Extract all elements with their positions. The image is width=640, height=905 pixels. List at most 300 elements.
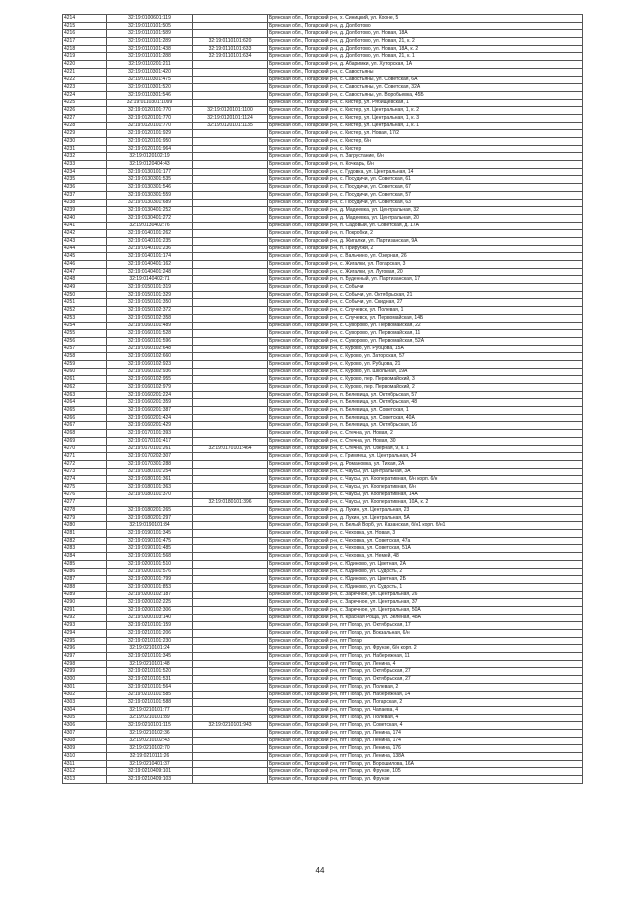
table-row bbox=[63, 729, 583, 737]
registry-table bbox=[62, 14, 583, 784]
cadastral-number-cell: 32:19:0160102:660 bbox=[107, 353, 193, 361]
linked-cadastral-number-cell bbox=[193, 714, 268, 722]
address-cell: Брянская обл., Погарский р-н, п. Покробки, 2 bbox=[268, 230, 583, 238]
row-number-cell: 4250 bbox=[63, 291, 107, 299]
address-cell: Брянская обл., Погарский р-н, д. Долботово, ул. Новая, 21, к. 2 bbox=[268, 38, 583, 46]
cadastral-number-cell: 32:19:0200101:510 bbox=[107, 560, 193, 568]
cadastral-number-cell: 32:19:0210101:585 bbox=[107, 691, 193, 699]
cadastral-number-cell: 32:19:0130101:177 bbox=[107, 168, 193, 176]
table-row bbox=[63, 599, 583, 607]
linked-cadastral-number-cell bbox=[193, 322, 268, 330]
row-number-cell: 4271 bbox=[63, 453, 107, 461]
address-cell: Брянская обл., Погарский р-н, с. Заречное, ул. Центральная, 50А bbox=[268, 606, 583, 614]
row-number-cell: 4313 bbox=[63, 776, 107, 784]
table-row bbox=[63, 122, 583, 130]
table-row bbox=[63, 84, 583, 92]
row-number-cell: 4254 bbox=[63, 322, 107, 330]
linked-cadastral-number-cell bbox=[193, 637, 268, 645]
table-row bbox=[63, 507, 583, 515]
linked-cadastral-number-cell bbox=[193, 768, 268, 776]
table-row bbox=[63, 214, 583, 222]
address-cell: Брянская обл., Погарский р-н, с. Кистер, ул. Центральная, 1, к. 2 bbox=[268, 107, 583, 115]
linked-cadastral-number-cell bbox=[193, 22, 268, 30]
address-cell: Брянская обл., Погарский р-н, с. Стечна, ул. Новая, 2 bbox=[268, 430, 583, 438]
table-row bbox=[63, 330, 583, 338]
table-row bbox=[63, 360, 583, 368]
address-cell: Брянская обл., Погарский р-н, д. Лукин, ул. Центральная, 5А bbox=[268, 514, 583, 522]
linked-cadastral-number-cell bbox=[193, 668, 268, 676]
table-row bbox=[63, 606, 583, 614]
table-row bbox=[63, 560, 583, 568]
table-row bbox=[63, 153, 583, 161]
row-number-cell: 4299 bbox=[63, 668, 107, 676]
linked-cadastral-number-cell bbox=[193, 645, 268, 653]
cadastral-number-cell: 32:19:0210101:206 bbox=[107, 630, 193, 638]
linked-cadastral-number-cell bbox=[193, 261, 268, 269]
row-number-cell: 4270 bbox=[63, 445, 107, 453]
linked-cadastral-number-cell bbox=[193, 184, 268, 192]
cadastral-number-cell: 32:19:0150101:350 bbox=[107, 299, 193, 307]
linked-cadastral-number-cell bbox=[193, 399, 268, 407]
cadastral-number-cell: 32:19:0210111:26 bbox=[107, 753, 193, 761]
address-cell: Брянская обл., Погарский р-н, с. Юдиново, ул. Цветная, 2Б bbox=[268, 576, 583, 584]
address-cell: Брянская обл., Погарский р-н, д. Долботово, ул. Новая, 18А, к. 2 bbox=[268, 45, 583, 53]
address-cell: Брянская обл., Погарский р-н, пгт Погар, ул. Вокзальная, 6/н bbox=[268, 630, 583, 638]
row-number-cell: 4260 bbox=[63, 368, 107, 376]
linked-cadastral-number-cell bbox=[193, 699, 268, 707]
table-row bbox=[63, 753, 583, 761]
row-number-cell: 4303 bbox=[63, 699, 107, 707]
row-number-cell: 4278 bbox=[63, 507, 107, 515]
row-number-cell: 4286 bbox=[63, 568, 107, 576]
cadastral-number-cell: 32:19:0160101:596 bbox=[107, 337, 193, 345]
address-cell: Брянская обл., Погарский р-н, с. Савостьяны bbox=[268, 68, 583, 76]
linked-cadastral-number-cell bbox=[193, 507, 268, 515]
cadastral-number-cell: 32:19:0130301:559 bbox=[107, 191, 193, 199]
address-cell: Брянская обл., Погарский р-н, п. Кочкарь, 6/н bbox=[268, 161, 583, 169]
table-row bbox=[63, 430, 583, 438]
cadastral-number-cell: 32:19:0160201:359 bbox=[107, 399, 193, 407]
linked-cadastral-number-cell bbox=[193, 583, 268, 591]
cadastral-number-cell: 32:19:0160102:979 bbox=[107, 384, 193, 392]
cadastral-number-cell: 32:19:0120101:929 bbox=[107, 130, 193, 138]
table-row bbox=[63, 522, 583, 530]
address-cell: Брянская обл., Погарский р-н, с. Стечна, ул. Новая, 30 bbox=[268, 437, 583, 445]
linked-cadastral-number-cell bbox=[193, 360, 268, 368]
linked-cadastral-number-cell bbox=[193, 606, 268, 614]
linked-cadastral-number-cell bbox=[193, 460, 268, 468]
table-row bbox=[63, 722, 583, 730]
address-cell: Брянская обл., Погарский р-н, с. Чаусы, ул. Кооперативная, 6/н bbox=[268, 483, 583, 491]
address-cell: Брянская обл., Погарский р-н, с. Жигалки, ул. Луговая, 20 bbox=[268, 268, 583, 276]
address-cell: Брянская обл., Погарский р-н, с. Посудичи, ул. Советская, 61 bbox=[268, 176, 583, 184]
table-row bbox=[63, 353, 583, 361]
cadastral-number-cell: 32:19:0210102:43 bbox=[107, 737, 193, 745]
row-number-cell: 4291 bbox=[63, 606, 107, 614]
row-number-cell: 4283 bbox=[63, 545, 107, 553]
table-row bbox=[63, 776, 583, 784]
cadastral-number-cell: 32:19:0190101:485 bbox=[107, 545, 193, 553]
cadastral-number-cell: 32:19:0210101:564 bbox=[107, 683, 193, 691]
address-cell: Брянская обл., Погарский р-н, с. Кистер, 6/н bbox=[268, 138, 583, 146]
cadastral-number-cell: 32:19:0110301:520 bbox=[107, 84, 193, 92]
linked-cadastral-number-cell bbox=[193, 230, 268, 238]
cadastral-number-cell: 32:19:0110301:475 bbox=[107, 76, 193, 84]
address-cell: Брянская обл., Погарский р-н, с. Юдиново, ул. Цветная, 2А bbox=[268, 560, 583, 568]
cadastral-number-cell: 32:19:0130401:272 bbox=[107, 214, 193, 222]
row-number-cell: 4246 bbox=[63, 261, 107, 269]
row-number-cell: 4222 bbox=[63, 76, 107, 84]
table-row bbox=[63, 299, 583, 307]
row-number-cell: 4302 bbox=[63, 691, 107, 699]
address-cell: Брянская обл., Погарский р-н, пгт Погар, ул. Фрунзе, 105 bbox=[268, 768, 583, 776]
table-row bbox=[63, 261, 583, 269]
row-number-cell: 4264 bbox=[63, 399, 107, 407]
table-row bbox=[63, 345, 583, 353]
address-cell: Брянская обл., Погарский р-н, с. Чеховка, ул. Новая, 3 bbox=[268, 530, 583, 538]
cadastral-number-cell: 32:19:0160102:923 bbox=[107, 360, 193, 368]
row-number-cell: 4227 bbox=[63, 114, 107, 122]
linked-cadastral-number-cell bbox=[193, 576, 268, 584]
cadastral-number-cell: 32:19:0180201:297 bbox=[107, 514, 193, 522]
row-number-cell: 4239 bbox=[63, 207, 107, 215]
linked-cadastral-number-cell: 32:19:0180101:396 bbox=[193, 499, 268, 507]
linked-cadastral-number-cell bbox=[193, 245, 268, 253]
linked-cadastral-number-cell bbox=[193, 737, 268, 745]
table-row bbox=[63, 168, 583, 176]
linked-cadastral-number-cell bbox=[193, 545, 268, 553]
row-number-cell: 4236 bbox=[63, 184, 107, 192]
row-number-cell: 4275 bbox=[63, 483, 107, 491]
row-number-cell: 4267 bbox=[63, 422, 107, 430]
address-cell: Брянская обл., Погарский р-н, с. Чаусы, ул. Центральная, 3А bbox=[268, 468, 583, 476]
address-cell: Брянская обл., Погарский р-н, с. Курово, ул. Рубцова, 21 bbox=[268, 360, 583, 368]
linked-cadastral-number-cell bbox=[193, 91, 268, 99]
table-row bbox=[63, 645, 583, 653]
cadastral-number-cell: 32:19:0150102:358 bbox=[107, 314, 193, 322]
row-number-cell: 4224 bbox=[63, 91, 107, 99]
cadastral-number-cell: 32:19:0210101:24 bbox=[107, 645, 193, 653]
row-number-cell: 4215 bbox=[63, 22, 107, 30]
address-cell: Брянская обл., Погарский р-н, д. Долботово, ул. Новая, 21, к. 1 bbox=[268, 53, 583, 61]
row-number-cell: 4277 bbox=[63, 499, 107, 507]
address-cell: Брянская обл., Погарский р-н, с. Жигалки, ул. Погарская, 3 bbox=[268, 261, 583, 269]
table-row bbox=[63, 76, 583, 84]
linked-cadastral-number-cell bbox=[193, 138, 268, 146]
row-number-cell: 4266 bbox=[63, 414, 107, 422]
row-number-cell: 4240 bbox=[63, 214, 107, 222]
linked-cadastral-number-cell bbox=[193, 553, 268, 561]
table-row bbox=[63, 476, 583, 484]
address-cell: Брянская обл., Погарский р-н, пгт Погар, ул. Набережная, 11 bbox=[268, 653, 583, 661]
row-number-cell: 4289 bbox=[63, 591, 107, 599]
table-row bbox=[63, 245, 583, 253]
table-row bbox=[63, 714, 583, 722]
table-row bbox=[63, 691, 583, 699]
row-number-cell: 4310 bbox=[63, 753, 107, 761]
cadastral-number-cell: 32:19:0120101:770 bbox=[107, 122, 193, 130]
linked-cadastral-number-cell bbox=[193, 168, 268, 176]
row-number-cell: 4259 bbox=[63, 360, 107, 368]
table-row bbox=[63, 253, 583, 261]
table-row bbox=[63, 30, 583, 38]
address-cell: Брянская обл., Погарский р-н, с. Суворово, ул. Первомайская, 22 bbox=[268, 322, 583, 330]
address-cell: Брянская обл., Погарский р-н, п. Садовый, ул. Советская, д. 17А bbox=[268, 222, 583, 230]
linked-cadastral-number-cell bbox=[193, 753, 268, 761]
linked-cadastral-number-cell bbox=[193, 145, 268, 153]
address-cell: Брянская обл., Погарский р-н, с. Чаусы, ул. Кооперативная, 10А, к. 2 bbox=[268, 499, 583, 507]
row-number-cell: 4293 bbox=[63, 622, 107, 630]
table-row bbox=[63, 530, 583, 538]
cadastral-number-cell: 32:19:0210409:101 bbox=[107, 768, 193, 776]
cadastral-number-cell: 32:19:0110101:288 bbox=[107, 53, 193, 61]
table-row bbox=[63, 668, 583, 676]
cadastral-number-cell: 32:19:0180101:370 bbox=[107, 491, 193, 499]
address-cell: Брянская обл., Погарский р-н, с. Посудичи, ул. Советская, 63 bbox=[268, 199, 583, 207]
linked-cadastral-number-cell bbox=[193, 368, 268, 376]
row-number-cell: 4285 bbox=[63, 560, 107, 568]
row-number-cell: 4218 bbox=[63, 45, 107, 53]
row-number-cell: 4214 bbox=[63, 15, 107, 23]
row-number-cell: 4230 bbox=[63, 138, 107, 146]
linked-cadastral-number-cell bbox=[193, 430, 268, 438]
address-cell: Брянская обл., Погарский р-н, с. Чеховка, ул. Советская, 47а bbox=[268, 537, 583, 545]
table-row bbox=[63, 437, 583, 445]
table-row bbox=[63, 407, 583, 415]
linked-cadastral-number-cell bbox=[193, 514, 268, 522]
linked-cadastral-number-cell bbox=[193, 376, 268, 384]
row-number-cell: 4257 bbox=[63, 345, 107, 353]
linked-cadastral-number-cell bbox=[193, 176, 268, 184]
linked-cadastral-number-cell bbox=[193, 483, 268, 491]
linked-cadastral-number-cell bbox=[193, 222, 268, 230]
linked-cadastral-number-cell bbox=[193, 530, 268, 538]
address-cell: Брянская обл., Погарский р-н, п. Буденный, ул. Партизанская, 17 bbox=[268, 276, 583, 284]
address-cell: Брянская обл., Погарский р-н, с. Случевск, ул. Полевая, 1 bbox=[268, 307, 583, 315]
cadastral-number-cell: 32:19:0210101:89 bbox=[107, 714, 193, 722]
cadastral-number-cell: 32:19:0200101:853 bbox=[107, 583, 193, 591]
row-number-cell: 4268 bbox=[63, 430, 107, 438]
linked-cadastral-number-cell bbox=[193, 537, 268, 545]
table-row bbox=[63, 384, 583, 392]
address-cell: Брянская обл., Погарский р-н, с. Савостьяны, ул. Воробьевка, 45Б bbox=[268, 91, 583, 99]
linked-cadastral-number-cell bbox=[193, 683, 268, 691]
address-cell: Брянская обл., Погарский р-н, с. Юдиново, ул. Судость, 2 bbox=[268, 568, 583, 576]
table-row bbox=[63, 107, 583, 115]
address-cell: Брянская обл., Погарский р-н, с. Савостьяны, ул. Советская, 6А bbox=[268, 76, 583, 84]
linked-cadastral-number-cell bbox=[193, 760, 268, 768]
address-cell: Брянская обл., Погарский р-н, с. Юдиново, ул. Судость, 1 bbox=[268, 583, 583, 591]
address-cell: Брянская обл., Погарский р-н, пгт Погар, ул. Ленина, 4 bbox=[268, 660, 583, 668]
row-number-cell: 4233 bbox=[63, 161, 107, 169]
address-cell: Брянская обл., Погарский р-н, д. Долботово, ул. Новая, 18А bbox=[268, 30, 583, 38]
row-number-cell: 4263 bbox=[63, 391, 107, 399]
linked-cadastral-number-cell bbox=[193, 691, 268, 699]
cadastral-number-cell: 32:19:0190101:568 bbox=[107, 553, 193, 561]
cadastral-number-cell: 32:19:0110201:211 bbox=[107, 61, 193, 69]
row-number-cell: 4244 bbox=[63, 245, 107, 253]
linked-cadastral-number-cell bbox=[193, 622, 268, 630]
linked-cadastral-number-cell bbox=[193, 291, 268, 299]
linked-cadastral-number-cell bbox=[193, 330, 268, 338]
linked-cadastral-number-cell: 32:19:0120101:1100 bbox=[193, 107, 268, 115]
address-cell: Брянская обл., Погарский р-н, д. Долботово bbox=[268, 22, 583, 30]
cadastral-number-cell: 32:19:0160201:224 bbox=[107, 391, 193, 399]
row-number-cell: 4276 bbox=[63, 491, 107, 499]
table-row bbox=[63, 230, 583, 238]
table-row bbox=[63, 53, 583, 61]
row-number-cell: 4238 bbox=[63, 199, 107, 207]
cadastral-number-cell: 32:19:0180101:254 bbox=[107, 468, 193, 476]
table-row bbox=[63, 683, 583, 691]
linked-cadastral-number-cell bbox=[193, 729, 268, 737]
table-row bbox=[63, 768, 583, 776]
cadastral-number-cell: 32:19:0160102:955 bbox=[107, 376, 193, 384]
cadastral-number-cell: 32:19:0190101:475 bbox=[107, 537, 193, 545]
row-number-cell: 4249 bbox=[63, 284, 107, 292]
cadastral-number-cell: 32:19:0210101:588 bbox=[107, 699, 193, 707]
row-number-cell: 4308 bbox=[63, 737, 107, 745]
row-number-cell: 4295 bbox=[63, 637, 107, 645]
linked-cadastral-number-cell bbox=[193, 68, 268, 76]
linked-cadastral-number-cell bbox=[193, 660, 268, 668]
linked-cadastral-number-cell: 32:19:0110101:633 bbox=[193, 45, 268, 53]
table-row bbox=[63, 114, 583, 122]
address-cell: Брянская обл., Погарский р-н, с. Суворово, ул. Первомайская, 52А bbox=[268, 337, 583, 345]
address-cell: Брянская обл., Погарский р-н, пгт Погар, ул. Погарская, 2 bbox=[268, 699, 583, 707]
cadastral-number-cell: 32:19:0200102:306 bbox=[107, 606, 193, 614]
row-number-cell: 4280 bbox=[63, 522, 107, 530]
row-number-cell: 4251 bbox=[63, 299, 107, 307]
address-cell: Брянская обл., Погарский р-н, пгт Погар, ул. Полевая, 2 bbox=[268, 683, 583, 691]
row-number-cell: 4248 bbox=[63, 276, 107, 284]
cadastral-number-cell: 32:19:0210102:70 bbox=[107, 745, 193, 753]
linked-cadastral-number-cell: 32:19:0210101:943 bbox=[193, 722, 268, 730]
registry-table-body bbox=[63, 15, 583, 784]
address-cell: Брянская обл., Погарский р-н, п. Белевица, ул. Советская, 40А bbox=[268, 414, 583, 422]
row-number-cell: 4274 bbox=[63, 476, 107, 484]
address-cell: Брянская обл., Погарский р-н, пгт Погар, ул. Набережная, 14 bbox=[268, 691, 583, 699]
table-row bbox=[63, 207, 583, 215]
table-row bbox=[63, 138, 583, 146]
linked-cadastral-number-cell bbox=[193, 676, 268, 684]
cadastral-number-cell: 32:19:0160201:387 bbox=[107, 407, 193, 415]
table-row bbox=[63, 268, 583, 276]
row-number-cell: 4281 bbox=[63, 530, 107, 538]
row-number-cell: 4242 bbox=[63, 230, 107, 238]
row-number-cell: 4262 bbox=[63, 384, 107, 392]
address-cell: Брянская обл., Погарский р-н, с. Кистер, ул. Центральная, 1, к. 3 bbox=[268, 114, 583, 122]
linked-cadastral-number-cell bbox=[193, 130, 268, 138]
linked-cadastral-number-cell bbox=[193, 214, 268, 222]
table-row bbox=[63, 145, 583, 153]
cadastral-number-cell: 32:19:0160101:528 bbox=[107, 330, 193, 338]
linked-cadastral-number-cell bbox=[193, 299, 268, 307]
table-row bbox=[63, 699, 583, 707]
linked-cadastral-number-cell bbox=[193, 453, 268, 461]
row-number-cell: 4228 bbox=[63, 122, 107, 130]
address-cell: Брянская обл., Погарский р-н, с. Посудичи, ул. Советская, 67 bbox=[268, 184, 583, 192]
address-cell: Брянская обл., Погарский р-н, с. Заречное, ул. Центральная, 37 bbox=[268, 599, 583, 607]
linked-cadastral-number-cell bbox=[193, 599, 268, 607]
row-number-cell: 4234 bbox=[63, 168, 107, 176]
cadastral-number-cell: 32:19:0120404:43 bbox=[107, 161, 193, 169]
row-number-cell: 4219 bbox=[63, 53, 107, 61]
address-cell: Брянская обл., Погарский р-н, д. Мадеевка, ул. Центральная, 20 bbox=[268, 214, 583, 222]
table-row bbox=[63, 15, 583, 23]
row-number-cell: 4229 bbox=[63, 130, 107, 138]
cadastral-number-cell: 32:19:0160102:936 bbox=[107, 368, 193, 376]
cadastral-number-cell: 32:19:0210101:77 bbox=[107, 706, 193, 714]
cadastral-number-cell: 32:19:0140101:236 bbox=[107, 245, 193, 253]
table-row bbox=[63, 414, 583, 422]
address-cell: Брянская обл., Погарский р-н, пгт Погар, ул. Фрунзе bbox=[268, 776, 583, 784]
cadastral-number-cell: 32:19:0130301:689 bbox=[107, 199, 193, 207]
cadastral-number-cell: 32:19:0210401:37 bbox=[107, 760, 193, 768]
address-cell: Брянская обл., Погарский р-н, п. Белевица, ул. Советская, 1 bbox=[268, 407, 583, 415]
table-row bbox=[63, 583, 583, 591]
row-number-cell: 4307 bbox=[63, 729, 107, 737]
cadastral-number-cell: 32:19:0110101:289 bbox=[107, 38, 193, 46]
cadastral-number-cell: 32:19:0170202:307 bbox=[107, 453, 193, 461]
table-row bbox=[63, 445, 583, 453]
linked-cadastral-number-cell bbox=[193, 161, 268, 169]
row-number-cell: 4287 bbox=[63, 576, 107, 584]
table-row bbox=[63, 630, 583, 638]
cadastral-number-cell: 32:19:0210101:159 bbox=[107, 622, 193, 630]
address-cell: Брянская обл., Погарский р-н, с. Курово, ул. Школьная, 19А bbox=[268, 368, 583, 376]
linked-cadastral-number-cell bbox=[193, 745, 268, 753]
address-cell: Брянская обл., Погарский р-н, с. Курово, пер. Первомайский, 3 bbox=[268, 376, 583, 384]
address-cell: Брянская обл., Погарский р-н, п. Красная Роща, ул. Зеленая, 48А bbox=[268, 614, 583, 622]
table-row bbox=[63, 622, 583, 630]
table-row bbox=[63, 483, 583, 491]
address-cell: Брянская обл., Погарский р-н, пгт Погар, ул. Октябрьская, 27 bbox=[268, 668, 583, 676]
address-cell: Брянская обл., Погарский р-н, с. Савостьяны, ул. Советская, 32А bbox=[268, 84, 583, 92]
table-row bbox=[63, 468, 583, 476]
table-row bbox=[63, 130, 583, 138]
table-row bbox=[63, 161, 583, 169]
row-number-cell: 4273 bbox=[63, 468, 107, 476]
linked-cadastral-number-cell: 32:19:0110101:620 bbox=[193, 38, 268, 46]
row-number-cell: 4243 bbox=[63, 237, 107, 245]
row-number-cell: 4269 bbox=[63, 437, 107, 445]
table-row bbox=[63, 61, 583, 69]
linked-cadastral-number-cell bbox=[193, 391, 268, 399]
cadastral-number-cell: 32:19:0210102:36 bbox=[107, 729, 193, 737]
cadastral-number-cell: 32:19:0160102:648 bbox=[107, 345, 193, 353]
cadastral-number-cell: 32:19:0160201:429 bbox=[107, 422, 193, 430]
table-row bbox=[63, 91, 583, 99]
address-cell: Брянская обл., Погарский р-н, с. Собычи, ул. Октябрьская, 21 bbox=[268, 291, 583, 299]
cadastral-number-cell: 32:19:0160201:424 bbox=[107, 414, 193, 422]
row-number-cell: 4279 bbox=[63, 514, 107, 522]
row-number-cell: 4304 bbox=[63, 706, 107, 714]
cadastral-number-cell: 32:19:0140402:71 bbox=[107, 276, 193, 284]
address-cell: Брянская обл., Погарский р-н, п. Белевица, ул. Октябрьская, 57 bbox=[268, 391, 583, 399]
row-number-cell: 4305 bbox=[63, 714, 107, 722]
cadastral-number-cell: 32:19:0190101:345 bbox=[107, 530, 193, 538]
address-cell: Брянская обл., Погарский р-н, пгт Погар, ул. Октябрьская, 27 bbox=[268, 676, 583, 684]
address-cell: Брянская обл., Погарский р-н, с. Кистер, ул. Рябищевская, 1 bbox=[268, 99, 583, 107]
linked-cadastral-number-cell bbox=[193, 706, 268, 714]
cadastral-number-cell: 32:19:0140101:174 bbox=[107, 253, 193, 261]
row-number-cell: 4231 bbox=[63, 145, 107, 153]
table-row bbox=[63, 706, 583, 714]
row-number-cell: 4216 bbox=[63, 30, 107, 38]
linked-cadastral-number-cell bbox=[193, 237, 268, 245]
address-cell: Брянская обл., Погарский р-н, с. Курово, ул. Заторская, 57 bbox=[268, 353, 583, 361]
